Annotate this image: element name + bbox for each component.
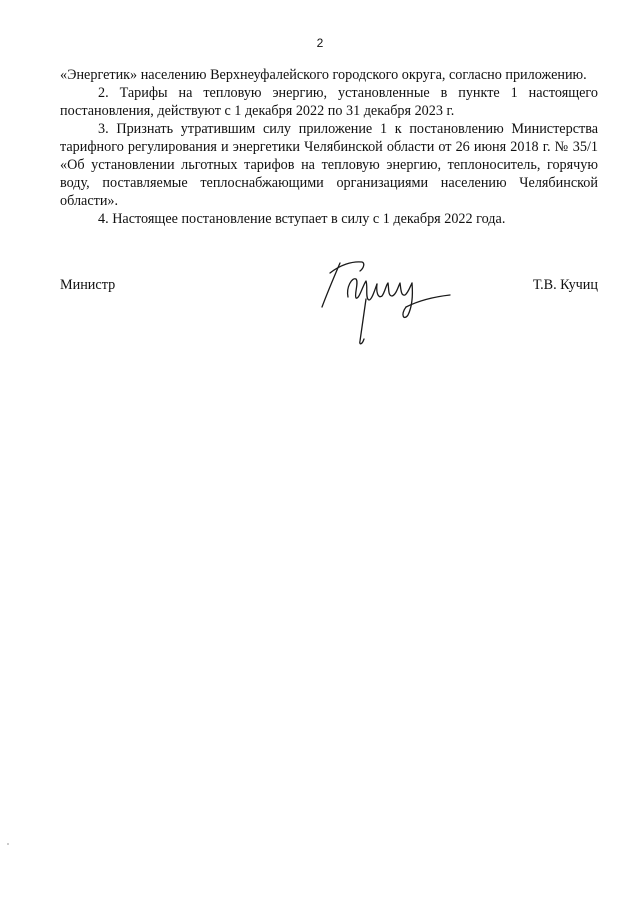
page-number: 2	[316, 36, 324, 50]
paragraph-2-tariff-period: 2. Тарифы на тепловую энергию, установленные в пункте 1 настоящего постановления, действуют с 1 декабря 2022 по 31 декабря 2023 г.	[60, 85, 598, 119]
paragraph-4-effective-date: 4. Настоящее постановление вступает в силу с 1 декабря 2022 года.	[98, 211, 506, 227]
scan-artifact-dot	[7, 843, 9, 845]
signatory-name: Т.В. Кучиц	[532, 277, 598, 293]
paragraph-continuation: «Энергетик» населению Верхнеуфалейского городского округа, согласно приложению.	[60, 67, 587, 83]
handwritten-signature	[318, 255, 458, 350]
signatory-title: Министр	[60, 277, 116, 293]
document-body	[60, 66, 598, 228]
paragraph-3-repeal: 3. Признать утратившим силу приложение 1 к постановлению Министерства тарифного регулирования и энергетики Челябинской области от 26 июня 2018 г. № 35/1 «Об установлении льготных тарифов на тепловую энергию, теплоноситель, горячую воду, поставляемые теплоснабжающими организациями населению Челябинской области».	[60, 121, 598, 209]
